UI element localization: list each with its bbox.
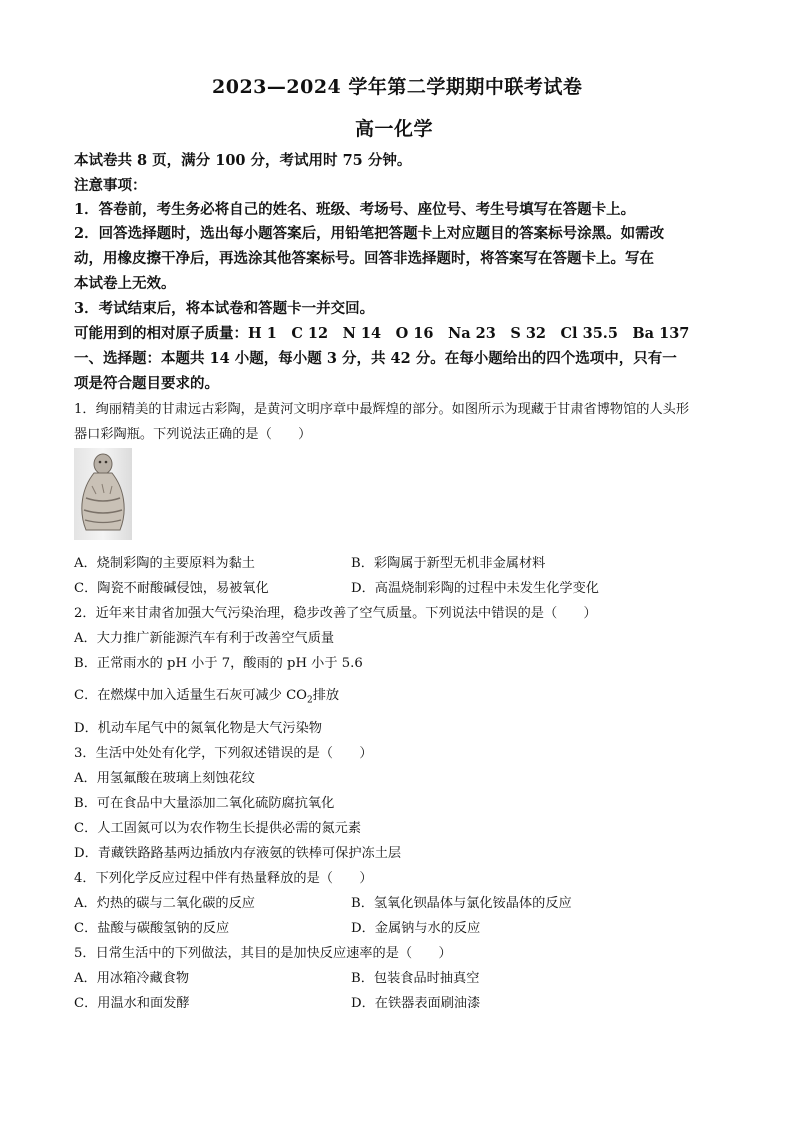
q2-option-d: D．机动车尾气中的氮氧化物是大气污染物 (74, 721, 322, 736)
q1-stem-line1: 1．绚丽精美的甘肃远古彩陶，是黄河文明序章中最辉煌的部分。如图所示为现藏于甘肃省博物馆的人头形 (74, 402, 690, 417)
q4-option-b: B．氢氧化钡晶体与氯化铵晶体的反应 (351, 896, 572, 911)
note-3: 3．考试结束后，将本试卷和答题卡一并交回。 (74, 300, 375, 317)
exam-title: 2023—2024 学年第二学期期中联考试卷 (212, 76, 583, 98)
q5-option-c: C．用温水和面发酵 (74, 996, 190, 1011)
q1-option-a: A．烧制彩陶的主要原料为黏土 (74, 556, 255, 571)
q2-option-c-text: C．在燃煤中加入适量生石灰可减少 CO (74, 688, 307, 703)
q4-option-a: A．灼热的碳与二氧化碳的反应 (74, 896, 255, 911)
q4-stem: 4．下列化学反应过程中伴有热量释放的是（ ） (74, 871, 373, 886)
exam-info: 本试卷共 8 页，满分 100 分，考试用时 75 分钟。 (74, 152, 412, 169)
q5-option-a: A．用冰箱冷藏食物 (74, 971, 190, 986)
notice-heading: 注意事项： (74, 177, 147, 194)
q2-option-c-text-end: 排放 (312, 688, 340, 703)
q4-option-c: C．盐酸与碳酸氢钠的反应 (74, 921, 230, 936)
q2-option-b: B．正常雨水的 pH 小于 7，酸雨的 pH 小于 5.6 (74, 656, 363, 671)
q3-option-b: B．可在食品中大量添加二氧化硫防腐抗氧化 (74, 796, 335, 811)
q1-option-d: D．高温烧制彩陶的过程中未发生化学变化 (351, 581, 599, 596)
q5-option-d: D．在铁器表面刷油漆 (351, 996, 481, 1011)
q4-option-d: D．金属钠与水的反应 (351, 921, 481, 936)
q2-option-c-subscript: 2 (307, 695, 313, 706)
q1-option-b: B．彩陶属于新型无机非金属材料 (351, 556, 546, 571)
q3-option-d: D．青藏铁路路基两边插放内存液氨的铁棒可保护冻土层 (74, 846, 402, 861)
section-heading-line1: 一、选择题：本题共 14 小题，每小题 3 分，共 42 分。在每小题给出的四个选项中，只有一 (74, 350, 677, 367)
note-1: 1．答卷前，考生务必将自己的姓名、班级、考场号、座位号、考生号填写在答题卡上。 (74, 201, 636, 218)
q5-stem: 5．日常生活中的下列做法，其目的是加快反应速率的是（ ） (74, 946, 452, 961)
section-heading-line2: 项是符合题目要求的。 (74, 375, 219, 392)
note-2-line3: 本试卷上无效。 (74, 275, 176, 292)
q5-option-b: B．包装食品时抽真空 (351, 971, 480, 986)
q1-stem-line2: 器口彩陶瓶。下列说法正确的是（ ） (74, 427, 312, 442)
q2-option-a: A．大力推广新能源汽车有利于改善空气质量 (74, 631, 335, 646)
atomic-mass-line: 可能用到的相对原子质量：H 1 C 12 N 14 O 16 Na 23 S 32 Cl 35.5 Ba 137 (74, 325, 690, 342)
note-2-line1: 2．回答选择题时，选出每小题答案后，用铅笔把答题卡上对应题目的答案标号涂黑。如需改 (74, 225, 665, 242)
q3-stem: 3．生活中处处有化学，下列叙述错误的是（ ） (74, 746, 373, 761)
q2-option-c (74, 684, 339, 706)
painted-pottery-vase-image (74, 448, 132, 540)
q1-option-c: C．陶瓷不耐酸碱侵蚀，易被氧化 (74, 581, 269, 596)
note-2-line2: 动，用橡皮擦干净后，再选涂其他答案标号。回答非选择题时，将答案写在答题卡上。写在 (74, 250, 654, 267)
q3-option-a: A．用氢氟酸在玻璃上刻蚀花纹 (74, 771, 255, 786)
q3-option-c: C．人工固氮可以为农作物生长提供必需的氮元素 (74, 821, 362, 836)
exam-subject: 高一化学 (355, 118, 434, 140)
q2-stem: 2．近年来甘肃省加强大气污染治理，稳步改善了空气质量。下列说法中错误的是（ ） (74, 606, 597, 621)
